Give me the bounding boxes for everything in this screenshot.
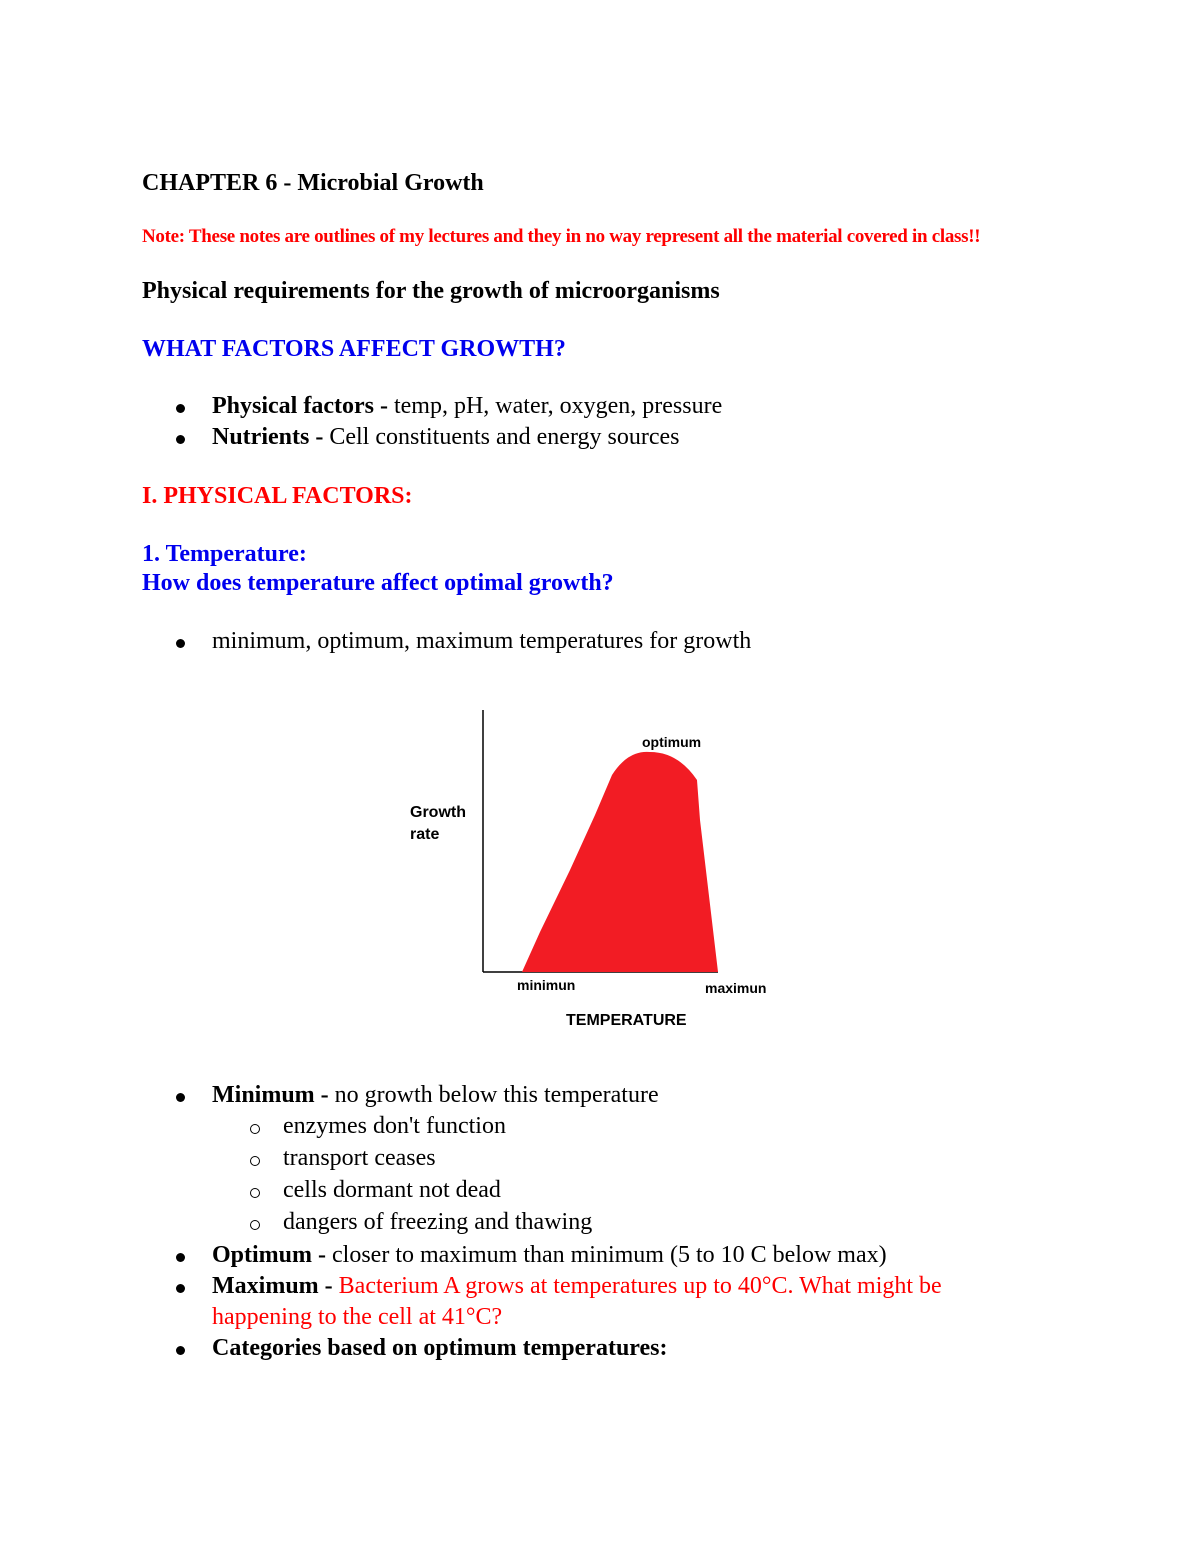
bullet-icon [176, 404, 185, 413]
factor-desc: Cell constituents and energy sources [329, 424, 680, 450]
y-axis-label-line1: Growth [410, 804, 466, 821]
growth-temperature-figure [400, 700, 790, 1040]
maximum-item [212, 1273, 942, 1300]
maximum-term: Maximum [212, 1273, 319, 1299]
minimum-subitem: dangers of freezing and thawing [283, 1209, 593, 1235]
factor-desc: temp, pH, water, oxygen, pressure [393, 393, 723, 419]
temperature-heading: 1. Temperature: [142, 541, 307, 567]
optimum-separator: - [312, 1242, 333, 1268]
factor-term: Nutrients [212, 424, 310, 450]
sub-bullet-icon [250, 1220, 260, 1230]
minimum-item [212, 1082, 659, 1109]
minimum-desc: no growth below this temperature [334, 1082, 659, 1108]
factor-item-nutrients [212, 424, 679, 451]
bullet-icon [176, 639, 185, 648]
bullet-icon [176, 1284, 185, 1293]
bullet-icon [176, 1346, 185, 1355]
factor-separator: - [373, 393, 394, 419]
minimum-label: minimun [517, 977, 576, 993]
bullet-icon [176, 435, 185, 444]
minimum-separator: - [314, 1082, 335, 1108]
bullet-icon [176, 1093, 185, 1102]
growth-curve-area [522, 752, 718, 972]
bullet-icon [176, 1253, 185, 1262]
temperature-question: How does temperature affect optimal growth? [142, 570, 614, 596]
temperature-bullet: minimum, optimum, maximum temperatures for growth [212, 628, 752, 654]
optimum-item [212, 1242, 887, 1269]
optimum-label: optimum [642, 734, 702, 750]
factor-separator: - [309, 424, 330, 450]
section-subheading: Physical requirements for the growth of microorganisms [142, 278, 720, 304]
minimum-term: Minimum [212, 1082, 315, 1108]
factor-item-physical [212, 393, 722, 420]
optimum-desc: closer to maximum than minimum (5 to 10 C below max) [332, 1242, 887, 1268]
minimum-subitem: enzymes don't function [283, 1113, 506, 1139]
sub-bullet-icon [250, 1124, 260, 1134]
maximum-separator: - [318, 1273, 339, 1299]
physical-factors-heading: I. PHYSICAL FACTORS: [142, 483, 413, 509]
factor-term: Physical factors [212, 393, 374, 419]
categories-item: Categories based on optimum temperatures: [212, 1335, 668, 1361]
y-axis-label-line2: rate [410, 826, 440, 843]
factors-heading: WHAT FACTORS AFFECT GROWTH? [142, 336, 566, 362]
optimum-term: Optimum [212, 1242, 313, 1268]
maximum-desc-continued: happening to the cell at 41°C? [212, 1304, 503, 1330]
maximum-desc: Bacterium A grows at temperatures up to 40°C. What might be [338, 1273, 942, 1299]
x-axis-label: TEMPERATURE [566, 1012, 687, 1029]
sub-bullet-icon [250, 1188, 260, 1198]
chapter-title: CHAPTER 6 - Microbial Growth [142, 170, 484, 196]
minimum-subitem: cells dormant not dead [283, 1177, 501, 1203]
lecture-note: Note: These notes are outlines of my lectures and they in no way represent all the material covered in class!! [142, 226, 981, 247]
sub-bullet-icon [250, 1156, 260, 1166]
maximum-label: maximun [705, 980, 767, 996]
minimum-subitem: transport ceases [283, 1145, 436, 1171]
